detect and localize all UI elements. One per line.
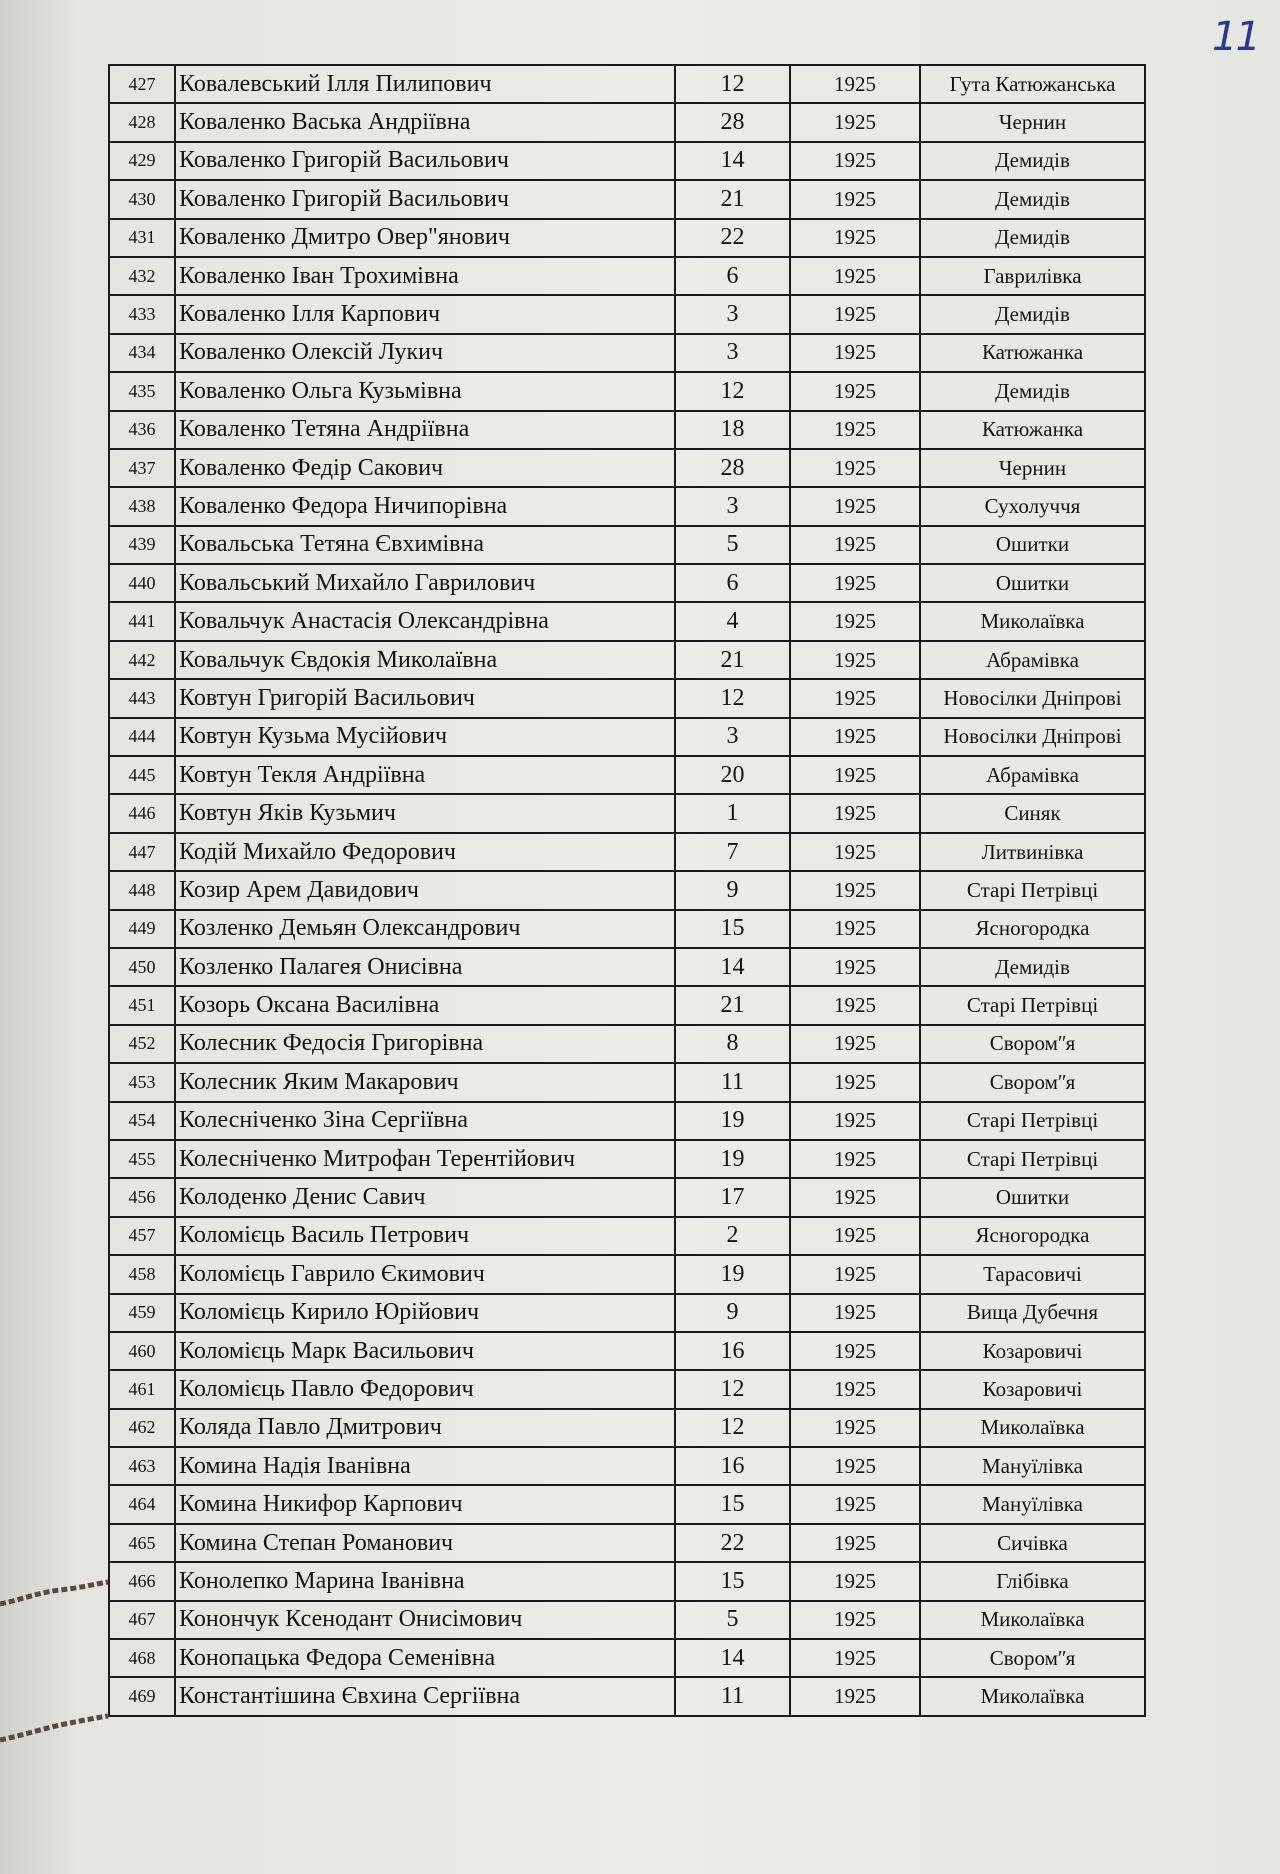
table-row — [109, 219, 1145, 257]
year-value: 1925 — [790, 948, 920, 986]
person-name: Коваленко Дмитро Овер"янович — [175, 219, 675, 257]
table-row — [109, 833, 1145, 871]
table-row — [109, 871, 1145, 909]
year-value: 1925 — [790, 794, 920, 832]
person-name: Коваленко Олексій Лукич — [175, 334, 675, 372]
person-name: Коваленко Тетяна Андріївна — [175, 411, 675, 449]
village-name: Сухолуччя — [920, 487, 1145, 525]
age-value: 3 — [675, 487, 790, 525]
year-value: 1925 — [790, 1447, 920, 1485]
year-value: 1925 — [790, 1524, 920, 1562]
year-value: 1925 — [790, 372, 920, 410]
year-value: 1925 — [790, 1677, 920, 1715]
age-value: 15 — [675, 1485, 790, 1523]
row-number: 468 — [109, 1639, 175, 1677]
year-value: 1925 — [790, 1063, 920, 1101]
person-name: Коваленко Григорій Васильович — [175, 142, 675, 180]
person-name: Комина Надія Іванівна — [175, 1447, 675, 1485]
village-name: Демидів — [920, 142, 1145, 180]
table-row — [109, 334, 1145, 372]
year-value: 1925 — [790, 1140, 920, 1178]
row-number: 443 — [109, 679, 175, 717]
age-value: 22 — [675, 1524, 790, 1562]
table-row — [109, 641, 1145, 679]
year-value: 1925 — [790, 1025, 920, 1063]
row-number: 427 — [109, 65, 175, 103]
person-name: Колесник Яким Макарович — [175, 1063, 675, 1101]
age-value: 15 — [675, 910, 790, 948]
page-number: 11 — [1212, 14, 1259, 60]
row-number: 428 — [109, 103, 175, 141]
table-row — [109, 1063, 1145, 1101]
village-name: Своромʺя — [920, 1025, 1145, 1063]
age-value: 19 — [675, 1102, 790, 1140]
age-value: 9 — [675, 871, 790, 909]
row-number: 454 — [109, 1102, 175, 1140]
age-value: 3 — [675, 295, 790, 333]
age-value: 19 — [675, 1255, 790, 1293]
row-number: 459 — [109, 1294, 175, 1332]
age-value: 21 — [675, 180, 790, 218]
village-name: Миколаївка — [920, 602, 1145, 640]
year-value: 1925 — [790, 986, 920, 1024]
person-name: Коваленко Григорій Васильович — [175, 180, 675, 218]
village-name: Чернин — [920, 103, 1145, 141]
village-name: Катюжанка — [920, 411, 1145, 449]
person-name: Коваленко Ілля Карпович — [175, 295, 675, 333]
year-value: 1925 — [790, 411, 920, 449]
year-value: 1925 — [790, 756, 920, 794]
row-number: 437 — [109, 449, 175, 487]
age-value: 12 — [675, 679, 790, 717]
person-name: Коваленко Васька Андріївна — [175, 103, 675, 141]
row-number: 469 — [109, 1677, 175, 1715]
person-name: Козленко Палагея Онисівна — [175, 948, 675, 986]
age-value: 3 — [675, 718, 790, 756]
person-name: Ковалевський Ілля Пилипович — [175, 65, 675, 103]
age-value: 12 — [675, 372, 790, 410]
age-value: 6 — [675, 564, 790, 602]
person-name: Ковтун Григорій Васильович — [175, 679, 675, 717]
year-value: 1925 — [790, 1370, 920, 1408]
table-row — [109, 142, 1145, 180]
person-name: Козленко Демьян Олександрович — [175, 910, 675, 948]
person-name: Коломієць Василь Петрович — [175, 1217, 675, 1255]
person-name: Колесніченко Митрофан Терентійович — [175, 1140, 675, 1178]
person-name: Ковальчук Анастасія Олександрівна — [175, 602, 675, 640]
table-row — [109, 257, 1145, 295]
person-name: Ковальський Михайло Гаврилович — [175, 564, 675, 602]
table-row — [109, 718, 1145, 756]
year-value: 1925 — [790, 679, 920, 717]
year-value: 1925 — [790, 180, 920, 218]
person-name: Коваленко Іван Трохимівна — [175, 257, 675, 295]
row-number: 451 — [109, 986, 175, 1024]
age-value: 2 — [675, 1217, 790, 1255]
year-value: 1925 — [790, 602, 920, 640]
row-number: 463 — [109, 1447, 175, 1485]
row-number: 435 — [109, 372, 175, 410]
person-name: Конончук Ксенодант Онисімович — [175, 1601, 675, 1639]
table-row — [109, 794, 1145, 832]
age-value: 14 — [675, 948, 790, 986]
village-name: Глібівка — [920, 1562, 1145, 1600]
age-value: 20 — [675, 756, 790, 794]
person-name: Коломієць Кирило Юрійович — [175, 1294, 675, 1332]
row-number: 448 — [109, 871, 175, 909]
row-number: 447 — [109, 833, 175, 871]
row-number: 429 — [109, 142, 175, 180]
year-value: 1925 — [790, 1332, 920, 1370]
age-value: 17 — [675, 1178, 790, 1216]
age-value: 14 — [675, 142, 790, 180]
age-value: 6 — [675, 257, 790, 295]
age-value: 22 — [675, 219, 790, 257]
year-value: 1925 — [790, 910, 920, 948]
table-row — [109, 1409, 1145, 1447]
table-row — [109, 1639, 1145, 1677]
table-row — [109, 1562, 1145, 1600]
person-name: Конопацька Федора Семенівна — [175, 1639, 675, 1677]
row-number: 455 — [109, 1140, 175, 1178]
year-value: 1925 — [790, 1178, 920, 1216]
row-number: 460 — [109, 1332, 175, 1370]
year-value: 1925 — [790, 1409, 920, 1447]
row-number: 462 — [109, 1409, 175, 1447]
year-value: 1925 — [790, 1294, 920, 1332]
table-row — [109, 1025, 1145, 1063]
year-value: 1925 — [790, 142, 920, 180]
year-value: 1925 — [790, 103, 920, 141]
person-name: Комина Никифор Карпович — [175, 1485, 675, 1523]
row-number: 445 — [109, 756, 175, 794]
person-name: Ковальська Тетяна Євхимівна — [175, 526, 675, 564]
table-row — [109, 65, 1145, 103]
row-number: 439 — [109, 526, 175, 564]
age-value: 21 — [675, 641, 790, 679]
village-name: Абрамівка — [920, 641, 1145, 679]
person-name: Коломієць Гаврило Єкимович — [175, 1255, 675, 1293]
village-name: Своромʺя — [920, 1639, 1145, 1677]
person-name: Ковтун Текля Андріївна — [175, 756, 675, 794]
row-number: 433 — [109, 295, 175, 333]
row-number: 434 — [109, 334, 175, 372]
village-name: Козаровичі — [920, 1332, 1145, 1370]
table-row — [109, 1332, 1145, 1370]
table-row — [109, 372, 1145, 410]
person-name: Константішина Євхина Сергіївна — [175, 1677, 675, 1715]
register-table — [108, 64, 1146, 1717]
person-name: Коломієць Марк Васильович — [175, 1332, 675, 1370]
age-value: 3 — [675, 334, 790, 372]
village-name: Мануїлівка — [920, 1447, 1145, 1485]
row-number: 438 — [109, 487, 175, 525]
year-value: 1925 — [790, 718, 920, 756]
table-row — [109, 449, 1145, 487]
person-name: Коломієць Павло Федорович — [175, 1370, 675, 1408]
village-name: Своромʺя — [920, 1063, 1145, 1101]
age-value: 16 — [675, 1447, 790, 1485]
person-name: Коваленко Федора Ничипорівна — [175, 487, 675, 525]
person-name: Ковальчук Євдокія Миколаївна — [175, 641, 675, 679]
row-number: 444 — [109, 718, 175, 756]
person-name: Ковтун Яків Кузьмич — [175, 794, 675, 832]
village-name: Гута Катюжанська — [920, 65, 1145, 103]
village-name: Козаровичі — [920, 1370, 1145, 1408]
year-value: 1925 — [790, 1601, 920, 1639]
age-value: 11 — [675, 1063, 790, 1101]
age-value: 12 — [675, 1370, 790, 1408]
person-name: Колоденко Денис Савич — [175, 1178, 675, 1216]
row-number: 461 — [109, 1370, 175, 1408]
year-value: 1925 — [790, 833, 920, 871]
village-name: Новосілки Дніпрові — [920, 679, 1145, 717]
table-row — [109, 986, 1145, 1024]
row-number: 452 — [109, 1025, 175, 1063]
row-number: 456 — [109, 1178, 175, 1216]
village-name: Ошитки — [920, 1178, 1145, 1216]
row-number: 430 — [109, 180, 175, 218]
age-value: 21 — [675, 986, 790, 1024]
year-value: 1925 — [790, 449, 920, 487]
year-value: 1925 — [790, 526, 920, 564]
row-number: 450 — [109, 948, 175, 986]
year-value: 1925 — [790, 334, 920, 372]
person-name: Комина Степан Романович — [175, 1524, 675, 1562]
village-name: Ясногородка — [920, 910, 1145, 948]
age-value: 14 — [675, 1639, 790, 1677]
age-value: 19 — [675, 1140, 790, 1178]
register-body — [109, 65, 1145, 1716]
village-name: Старі Петрівці — [920, 986, 1145, 1024]
village-name: Демидів — [920, 180, 1145, 218]
village-name: Литвинівка — [920, 833, 1145, 871]
year-value: 1925 — [790, 487, 920, 525]
table-row — [109, 1447, 1145, 1485]
year-value: 1925 — [790, 1102, 920, 1140]
year-value: 1925 — [790, 1485, 920, 1523]
table-row — [109, 756, 1145, 794]
table-row — [109, 679, 1145, 717]
age-value: 18 — [675, 411, 790, 449]
table-row — [109, 564, 1145, 602]
year-value: 1925 — [790, 219, 920, 257]
age-value: 4 — [675, 602, 790, 640]
row-number: 464 — [109, 1485, 175, 1523]
row-number: 436 — [109, 411, 175, 449]
age-value: 12 — [675, 65, 790, 103]
table-row — [109, 948, 1145, 986]
age-value: 16 — [675, 1332, 790, 1370]
age-value: 28 — [675, 103, 790, 141]
village-name: Новосілки Дніпрові — [920, 718, 1145, 756]
table-row — [109, 1140, 1145, 1178]
table-row — [109, 1370, 1145, 1408]
village-name: Ошитки — [920, 564, 1145, 602]
row-number: 446 — [109, 794, 175, 832]
village-name: Демидів — [920, 372, 1145, 410]
table-row — [109, 1178, 1145, 1216]
village-name: Миколаївка — [920, 1677, 1145, 1715]
person-name: Козорь Оксана Василівна — [175, 986, 675, 1024]
year-value: 1925 — [790, 1255, 920, 1293]
table-row — [109, 1255, 1145, 1293]
year-value: 1925 — [790, 1562, 920, 1600]
year-value: 1925 — [790, 641, 920, 679]
village-name: Демидів — [920, 295, 1145, 333]
village-name: Ошитки — [920, 526, 1145, 564]
village-name: Ясногородка — [920, 1217, 1145, 1255]
village-name: Демидів — [920, 219, 1145, 257]
binding-thread-icon — [0, 1712, 110, 1746]
row-number: 453 — [109, 1063, 175, 1101]
person-name: Коляда Павло Дмитрович — [175, 1409, 675, 1447]
person-name: Коваленко Ольга Кузьмівна — [175, 372, 675, 410]
row-number: 449 — [109, 910, 175, 948]
age-value: 9 — [675, 1294, 790, 1332]
table-row — [109, 526, 1145, 564]
person-name: Колесніченко Зіна Сергіївна — [175, 1102, 675, 1140]
person-name: Коваленко Федір Сакович — [175, 449, 675, 487]
table-row — [109, 295, 1145, 333]
age-value: 5 — [675, 526, 790, 564]
row-number: 466 — [109, 1562, 175, 1600]
year-value: 1925 — [790, 1639, 920, 1677]
binding-thread-icon — [0, 1578, 110, 1612]
row-number: 442 — [109, 641, 175, 679]
village-name: Тарасовичі — [920, 1255, 1145, 1293]
table-row — [109, 1677, 1145, 1715]
village-name: Синяк — [920, 794, 1145, 832]
year-value: 1925 — [790, 1217, 920, 1255]
village-name: Сичівка — [920, 1524, 1145, 1562]
table-row — [109, 1485, 1145, 1523]
row-number: 431 — [109, 219, 175, 257]
person-name: Ковтун Кузьма Мусійович — [175, 718, 675, 756]
row-number: 432 — [109, 257, 175, 295]
row-number: 465 — [109, 1524, 175, 1562]
village-name: Миколаївка — [920, 1601, 1145, 1639]
table-row — [109, 411, 1145, 449]
age-value: 7 — [675, 833, 790, 871]
table-row — [109, 602, 1145, 640]
village-name: Старі Петрівці — [920, 1140, 1145, 1178]
table-row — [109, 1601, 1145, 1639]
village-name: Чернин — [920, 449, 1145, 487]
village-name: Гаврилівка — [920, 257, 1145, 295]
row-number: 440 — [109, 564, 175, 602]
person-name: Конолепко Марина Іванівна — [175, 1562, 675, 1600]
village-name: Абрамівка — [920, 756, 1145, 794]
village-name: Мануїлівка — [920, 1485, 1145, 1523]
year-value: 1925 — [790, 65, 920, 103]
table-row — [109, 180, 1145, 218]
age-value: 12 — [675, 1409, 790, 1447]
age-value: 5 — [675, 1601, 790, 1639]
person-name: Кодій Михайло Федорович — [175, 833, 675, 871]
village-name: Демидів — [920, 948, 1145, 986]
year-value: 1925 — [790, 564, 920, 602]
village-name: Старі Петрівці — [920, 871, 1145, 909]
village-name: Старі Петрівці — [920, 1102, 1145, 1140]
year-value: 1925 — [790, 871, 920, 909]
person-name: Колесник Федосія Григорівна — [175, 1025, 675, 1063]
year-value: 1925 — [790, 295, 920, 333]
age-value: 15 — [675, 1562, 790, 1600]
row-number: 441 — [109, 602, 175, 640]
village-name: Вища Дубечня — [920, 1294, 1145, 1332]
row-number: 457 — [109, 1217, 175, 1255]
age-value: 8 — [675, 1025, 790, 1063]
table-row — [109, 1294, 1145, 1332]
age-value: 1 — [675, 794, 790, 832]
table-row — [109, 1102, 1145, 1140]
table-row — [109, 1524, 1145, 1562]
person-name: Козир Арем Давидович — [175, 871, 675, 909]
table-row — [109, 1217, 1145, 1255]
village-name: Миколаївка — [920, 1409, 1145, 1447]
age-value: 11 — [675, 1677, 790, 1715]
row-number: 458 — [109, 1255, 175, 1293]
row-number: 467 — [109, 1601, 175, 1639]
table-row — [109, 910, 1145, 948]
table-row — [109, 103, 1145, 141]
village-name: Катюжанка — [920, 334, 1145, 372]
year-value: 1925 — [790, 257, 920, 295]
age-value: 28 — [675, 449, 790, 487]
table-row — [109, 487, 1145, 525]
